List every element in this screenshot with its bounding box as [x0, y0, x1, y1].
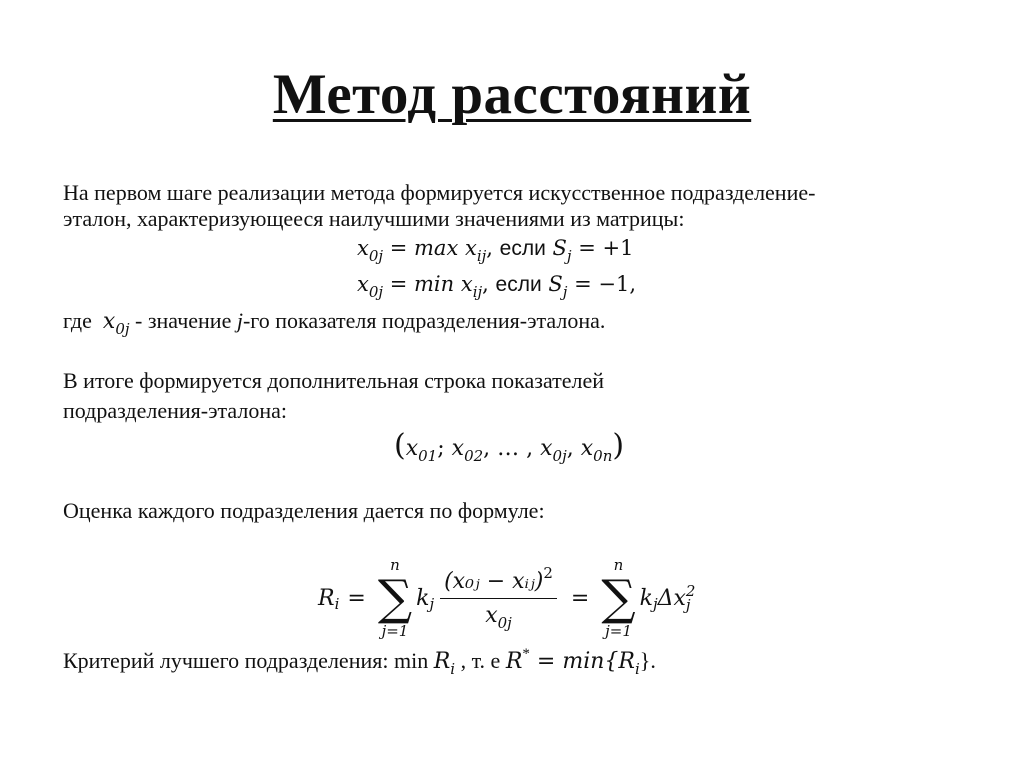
score-eq: = [347, 585, 366, 611]
sum-2-lower: j=1 [605, 622, 632, 640]
row-vector-x4: x [580, 436, 594, 461]
formula-min-xij: x [460, 272, 473, 296]
formula-max: $x_{0j} = \max x_{ij}$, если $S_j = +1$ [357, 236, 634, 265]
criterion-tail: = min{R [529, 649, 635, 674]
formula-max-if: если [499, 237, 546, 260]
formula-min-op: min [414, 272, 455, 296]
fraction-numerator [440, 563, 557, 599]
where-suffix: -го показателя подразделения-эталона. [242, 308, 606, 333]
row-vector-sep: ; [437, 436, 452, 461]
formula-min-value: = −1, [574, 272, 637, 296]
formula-max-xij-sub: ij [476, 247, 487, 265]
row-vector-x2: x [451, 436, 465, 461]
score-R-sub: i [334, 595, 340, 613]
score-eq-2: = [570, 585, 590, 611]
row-vector-open: ( [394, 428, 406, 463]
score-delta-sup: 2 [685, 582, 696, 600]
criterion-star: * [522, 646, 530, 662]
row-vector-comma: , [566, 436, 581, 461]
row-vector-s1: 01 [418, 447, 438, 465]
criterion-prefix: Критерий лучшего подразделения: min [63, 648, 434, 673]
sum-1 [378, 556, 412, 640]
numerator-text: (x₀ⱼ − xᵢⱼ) [444, 568, 544, 594]
fraction-denominator [485, 599, 512, 632]
paragraph-2-line-1: В итоге формируется дополнительная строка показателей [63, 368, 605, 393]
formula-max-xij: x [464, 236, 477, 260]
where-line [63, 308, 605, 336]
criterion-R: R [433, 649, 451, 674]
score-delta-scripts [686, 584, 696, 612]
sum-1-upper: n [390, 556, 400, 574]
score-delta: Δx [657, 585, 686, 611]
formula-min-S: S [548, 272, 563, 296]
sum-1-sigma: ∑ [377, 570, 413, 626]
row-vector [394, 428, 624, 463]
where-mid: - значение [129, 308, 237, 333]
paragraph-1-line-2: эталон, характеризующееся наилучшими значениями из матрицы: [63, 206, 685, 231]
row-vector-x1: x [405, 436, 419, 461]
score-k: k [416, 585, 430, 611]
score-formula [318, 548, 695, 648]
criterion-line [63, 648, 656, 677]
formula-max-x: x [357, 236, 369, 260]
score-k2-sub: j [652, 595, 658, 613]
row-vector-s2: 02 [464, 447, 484, 465]
where-x: x [102, 309, 116, 334]
formula-min-S-sub: j [562, 283, 568, 301]
numerator-power: 2 [543, 563, 553, 582]
row-vector-x3: x [540, 436, 553, 461]
criterion-mid: , т. е [455, 648, 506, 673]
row-vector-dots: , … , [483, 436, 541, 461]
row-vector-s3: 0j [552, 447, 567, 465]
formula-min-x: x [357, 272, 369, 296]
formula-min: $x_{0j} = \min x_{ij}$, если $S_j = -1$, [357, 272, 637, 301]
page-title: Метод расстояний [272, 63, 752, 126]
score-fraction [440, 563, 557, 632]
where-j: j [236, 308, 243, 333]
denominator-sub: 0j [497, 613, 512, 632]
formula-min-if: если [495, 273, 542, 296]
score-k2: k [639, 585, 653, 611]
paragraph-3: Оценка каждого подразделения дается по формуле: [63, 498, 545, 523]
sum-2-sigma: ∑ [601, 570, 636, 626]
sum-1-lower: j=1 [381, 622, 409, 640]
formula-max-S: S [552, 236, 567, 260]
score-k-sub: j [429, 595, 435, 613]
where-prefix: где [63, 308, 92, 333]
criterion-Rstar: R [505, 649, 523, 674]
criterion-end: }. [639, 648, 656, 673]
row-vector-s4: 0n [593, 447, 613, 465]
sum-2 [601, 556, 635, 640]
row-vector-close: ) [612, 428, 625, 463]
formula-max-value: = +1 [578, 236, 634, 260]
paragraph-1-line-1: На первом шаге реализации метода формируется искусственное подразделение- [63, 180, 816, 205]
denominator-x: x [485, 602, 498, 628]
score-R: R [318, 585, 335, 611]
formula-max-op: max [414, 236, 459, 260]
formula-max-S-sub: j [566, 247, 572, 265]
formula-min-x-sub: 0j [368, 283, 384, 301]
formula-min-xij-sub: ij [472, 283, 483, 301]
sum-2-upper: n [613, 556, 624, 574]
score-delta-sub: j [685, 596, 691, 614]
criterion-tail-sub: i [634, 660, 640, 678]
paragraph-2-line-2: подразделения-эталона: [63, 398, 287, 423]
where-x-sub: 0j [115, 320, 130, 338]
formula-max-x-sub: 0j [368, 247, 384, 265]
criterion-R-sub: i [450, 660, 456, 678]
